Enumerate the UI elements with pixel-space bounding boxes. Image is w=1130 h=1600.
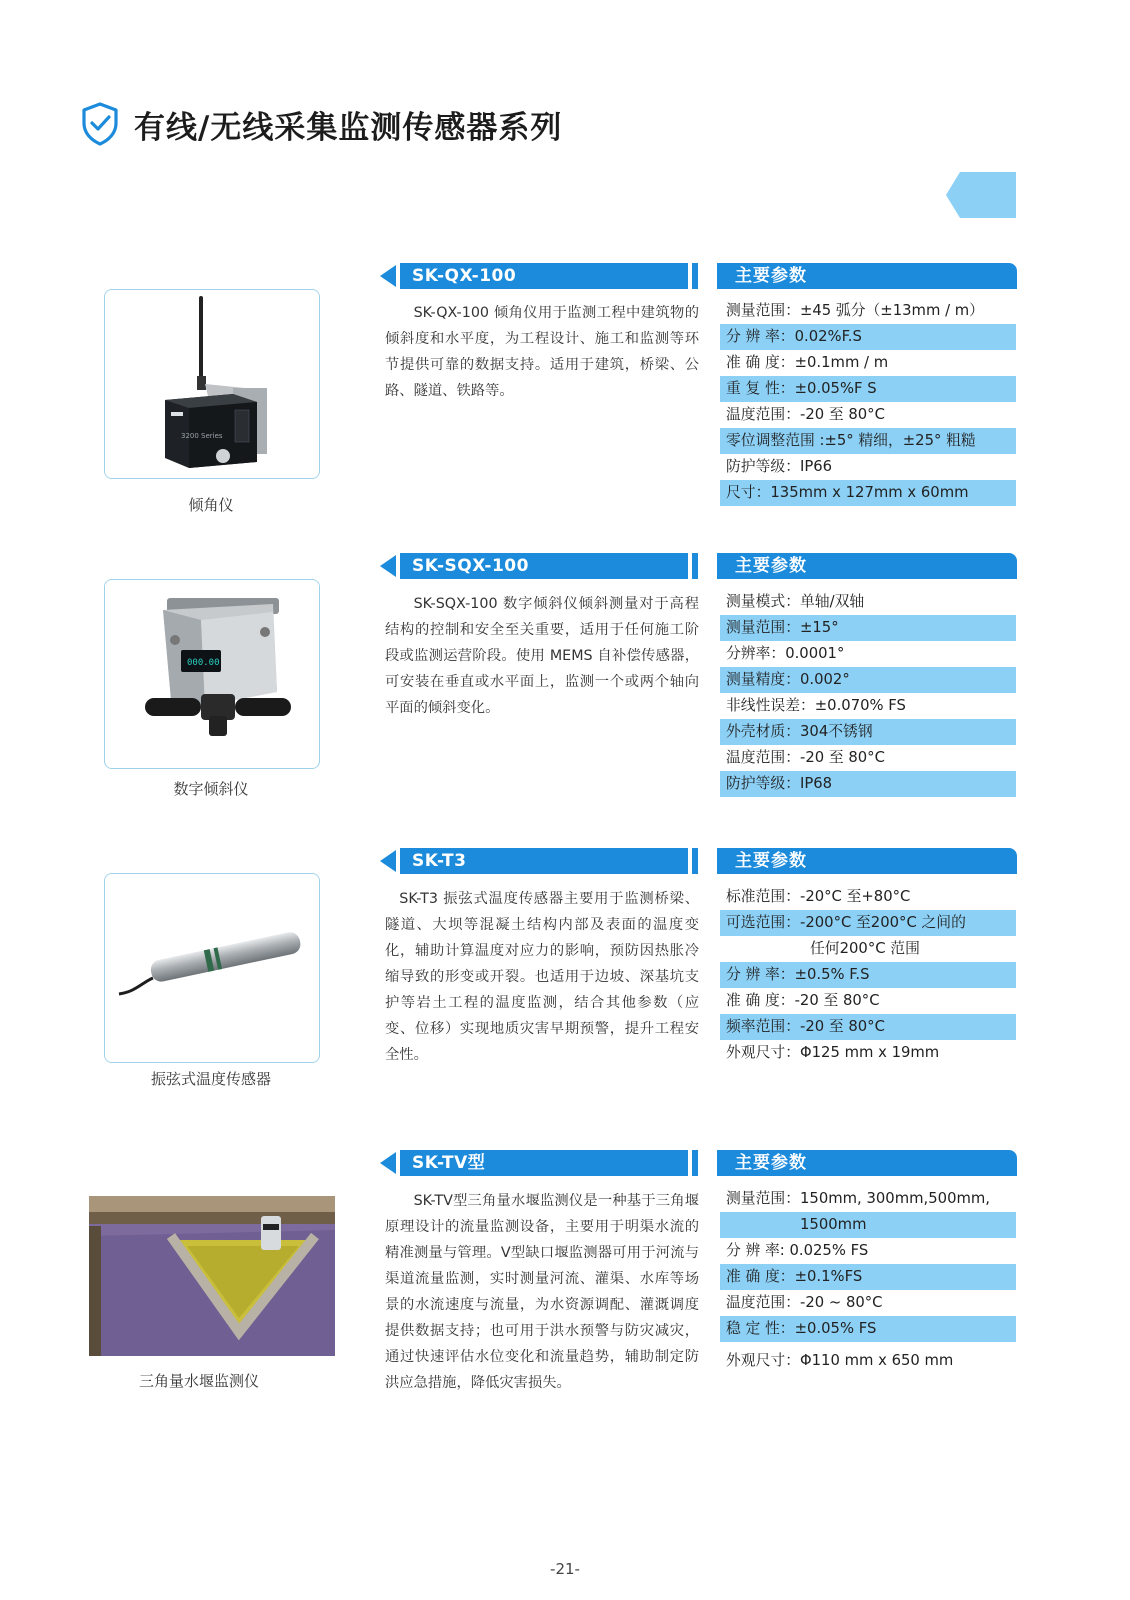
param-row: 准 确 度：±0.1%FS (720, 1264, 1016, 1290)
corner-tab-decoration (946, 172, 1016, 218)
product-photo-2 (104, 579, 320, 769)
param-row: 准 确 度：±0.1mm / m (726, 354, 889, 371)
product-description-4: SK-TV型三角量水堰监测仪是一种基于三角堰原理设计的流量监测设备，主要用于明渠水流的精准测量与管理。V型缺口堰监测器可用于河流与渠道流量监测，实时测量河流、灌渠、水库等场景的水流速度与流量，为水资源调配、灌溉调度提供数据支持；也可用于洪水预警与防灾减灾，通过快速评估水位变化和流量趋势，辅助制定防洪应急措施，降低灾害损失。 (385, 1193, 699, 1391)
params-list-4 (720, 1186, 1016, 1374)
product-photo-4 (89, 1196, 335, 1356)
param-row: 测量模式：单轴/双轴 (726, 593, 865, 610)
param-row: 尺寸：135mm x 127mm x 60mm (720, 480, 1016, 506)
params-title: 主要参数 (717, 848, 1017, 874)
param-row: 任何200°C 范围 (810, 940, 920, 957)
param-row: 标准范围：-20°C 至+80°C (726, 888, 911, 905)
model-name: SK-TV型 (400, 1150, 688, 1176)
param-row: 测量范围：±45 弧分（±13mm / m） (726, 302, 984, 319)
left-arrow-icon (380, 1152, 396, 1174)
model-bar-4 (380, 1150, 698, 1176)
params-bar-1 (717, 263, 1017, 289)
params-bar-3 (717, 848, 1017, 874)
product-description-3: SK-T3 振弦式温度传感器主要用于监测桥梁、隧道、大坝等混凝土结构内部及表面的温度变化，辅助计算温度对应力的影响，预防因热胀冷缩导致的形变或开裂。也适用于边坡、深基坑支护等岩土工程的温度监测，结合其他参数（应变、位移）实现地质灾害早期预警，提升工程安全性。 (385, 891, 699, 1063)
product-photo-3 (104, 873, 320, 1063)
product-photo-1 (104, 289, 320, 479)
weir-monitor-image (89, 1196, 335, 1356)
inclinometer-image (105, 290, 319, 478)
page-title: 有线/无线采集监测传感器系列 (134, 109, 563, 146)
left-arrow-icon (380, 265, 396, 287)
params-list-3 (720, 884, 1016, 1066)
model-bar-2 (380, 553, 698, 579)
left-arrow-icon (380, 555, 396, 577)
param-row: 防护等级：IP66 (726, 458, 833, 475)
param-row: 重 复 性：±0.05%F S (720, 376, 1016, 402)
page-number: -21- (550, 1560, 580, 1578)
param-row: 分 辨 率：±0.5% F.S (720, 962, 1016, 988)
product-description-2: SK-SQX-100 数字倾斜仪倾斜测量对于高程结构的控制和安全至关重要，适用于任何施工阶段或监测运营阶段。使用 MEMS 自补偿传感器，可安装在垂直或水平面上，监测一个或两个轴向平面的倾斜变化。 (385, 596, 699, 716)
params-list-2 (720, 589, 1016, 797)
param-row: 温度范围：-20 至 80°C (726, 749, 885, 766)
param-row: 温度范围：-20 ~ 80°C (726, 1294, 883, 1311)
param-row: 稳 定 性：±0.05% FS (720, 1316, 1016, 1342)
params-title: 主要参数 (717, 1150, 1017, 1176)
model-bar-1 (380, 263, 698, 289)
product-caption-3: 振弦式温度传感器 (150, 1070, 271, 1088)
param-row: 测量范围：150mm, 300mm,500mm, (726, 1190, 991, 1207)
params-bar-4 (717, 1150, 1017, 1176)
param-row: 非线性误差：±0.070% FS (726, 697, 906, 714)
param-row: 频率范围：-20 至 80°C (720, 1014, 1016, 1040)
param-row: 分 辨 率: 0.025% FS (726, 1242, 869, 1259)
param-row: 外观尺寸：Φ125 mm x 19mm (726, 1044, 940, 1061)
digital-inclinometer-image (105, 580, 319, 768)
params-title: 主要参数 (717, 263, 1017, 289)
param-row: 外壳材质：304不锈钢 (720, 719, 1016, 745)
param-row: 温度范围：-20 至 80°C (726, 406, 885, 423)
param-row: 准 确 度：-20 至 80°C (726, 992, 880, 1009)
params-bar-2 (717, 553, 1017, 579)
left-arrow-icon (380, 850, 396, 872)
product-description-1: SK-QX-100 倾角仪用于监测工程中建筑物的倾斜度和水平度，为工程设计、施工和监测等环节提供可靠的数据支持。适用于建筑，桥梁、公路、隧道、铁路等。 (385, 305, 699, 399)
model-bar-3 (380, 848, 698, 874)
params-title: 主要参数 (717, 553, 1017, 579)
svg-text:3200 Series: 3200 Series (181, 432, 223, 440)
product-caption-1: 倾角仪 (188, 496, 234, 514)
product-caption-2: 数字倾斜仪 (173, 780, 249, 798)
param-row: 分辨率：0.0001° (726, 645, 845, 662)
param-row: 测量范围：±15° (720, 615, 1016, 641)
shield-check-icon (80, 101, 120, 147)
param-row: 测量精度：0.002° (720, 667, 1016, 693)
param-row: 可选范围：-200°C 至200°C 之间的 (720, 910, 1016, 936)
model-name: SK-SQX-100 (400, 553, 688, 579)
model-name: SK-T3 (400, 848, 688, 874)
param-row: 零位调整范围 :±5° 精细，±25° 粗糙 (720, 428, 1016, 454)
page-header (80, 100, 562, 148)
params-list-1 (720, 298, 1016, 506)
product-caption-4: 三角量水堰监测仪 (138, 1372, 259, 1390)
model-name: SK-QX-100 (400, 263, 688, 289)
param-row: 1500mm (720, 1212, 1016, 1238)
temperature-sensor-image (105, 874, 319, 1062)
param-row: 分 辨 率：0.02%F.S (720, 324, 1016, 350)
param-row: 外观尺寸：Φ110 mm x 650 mm (726, 1352, 954, 1369)
svg-text:000.00: 000.00 (187, 658, 220, 668)
param-row: 防护等级：IP68 (720, 771, 1016, 797)
